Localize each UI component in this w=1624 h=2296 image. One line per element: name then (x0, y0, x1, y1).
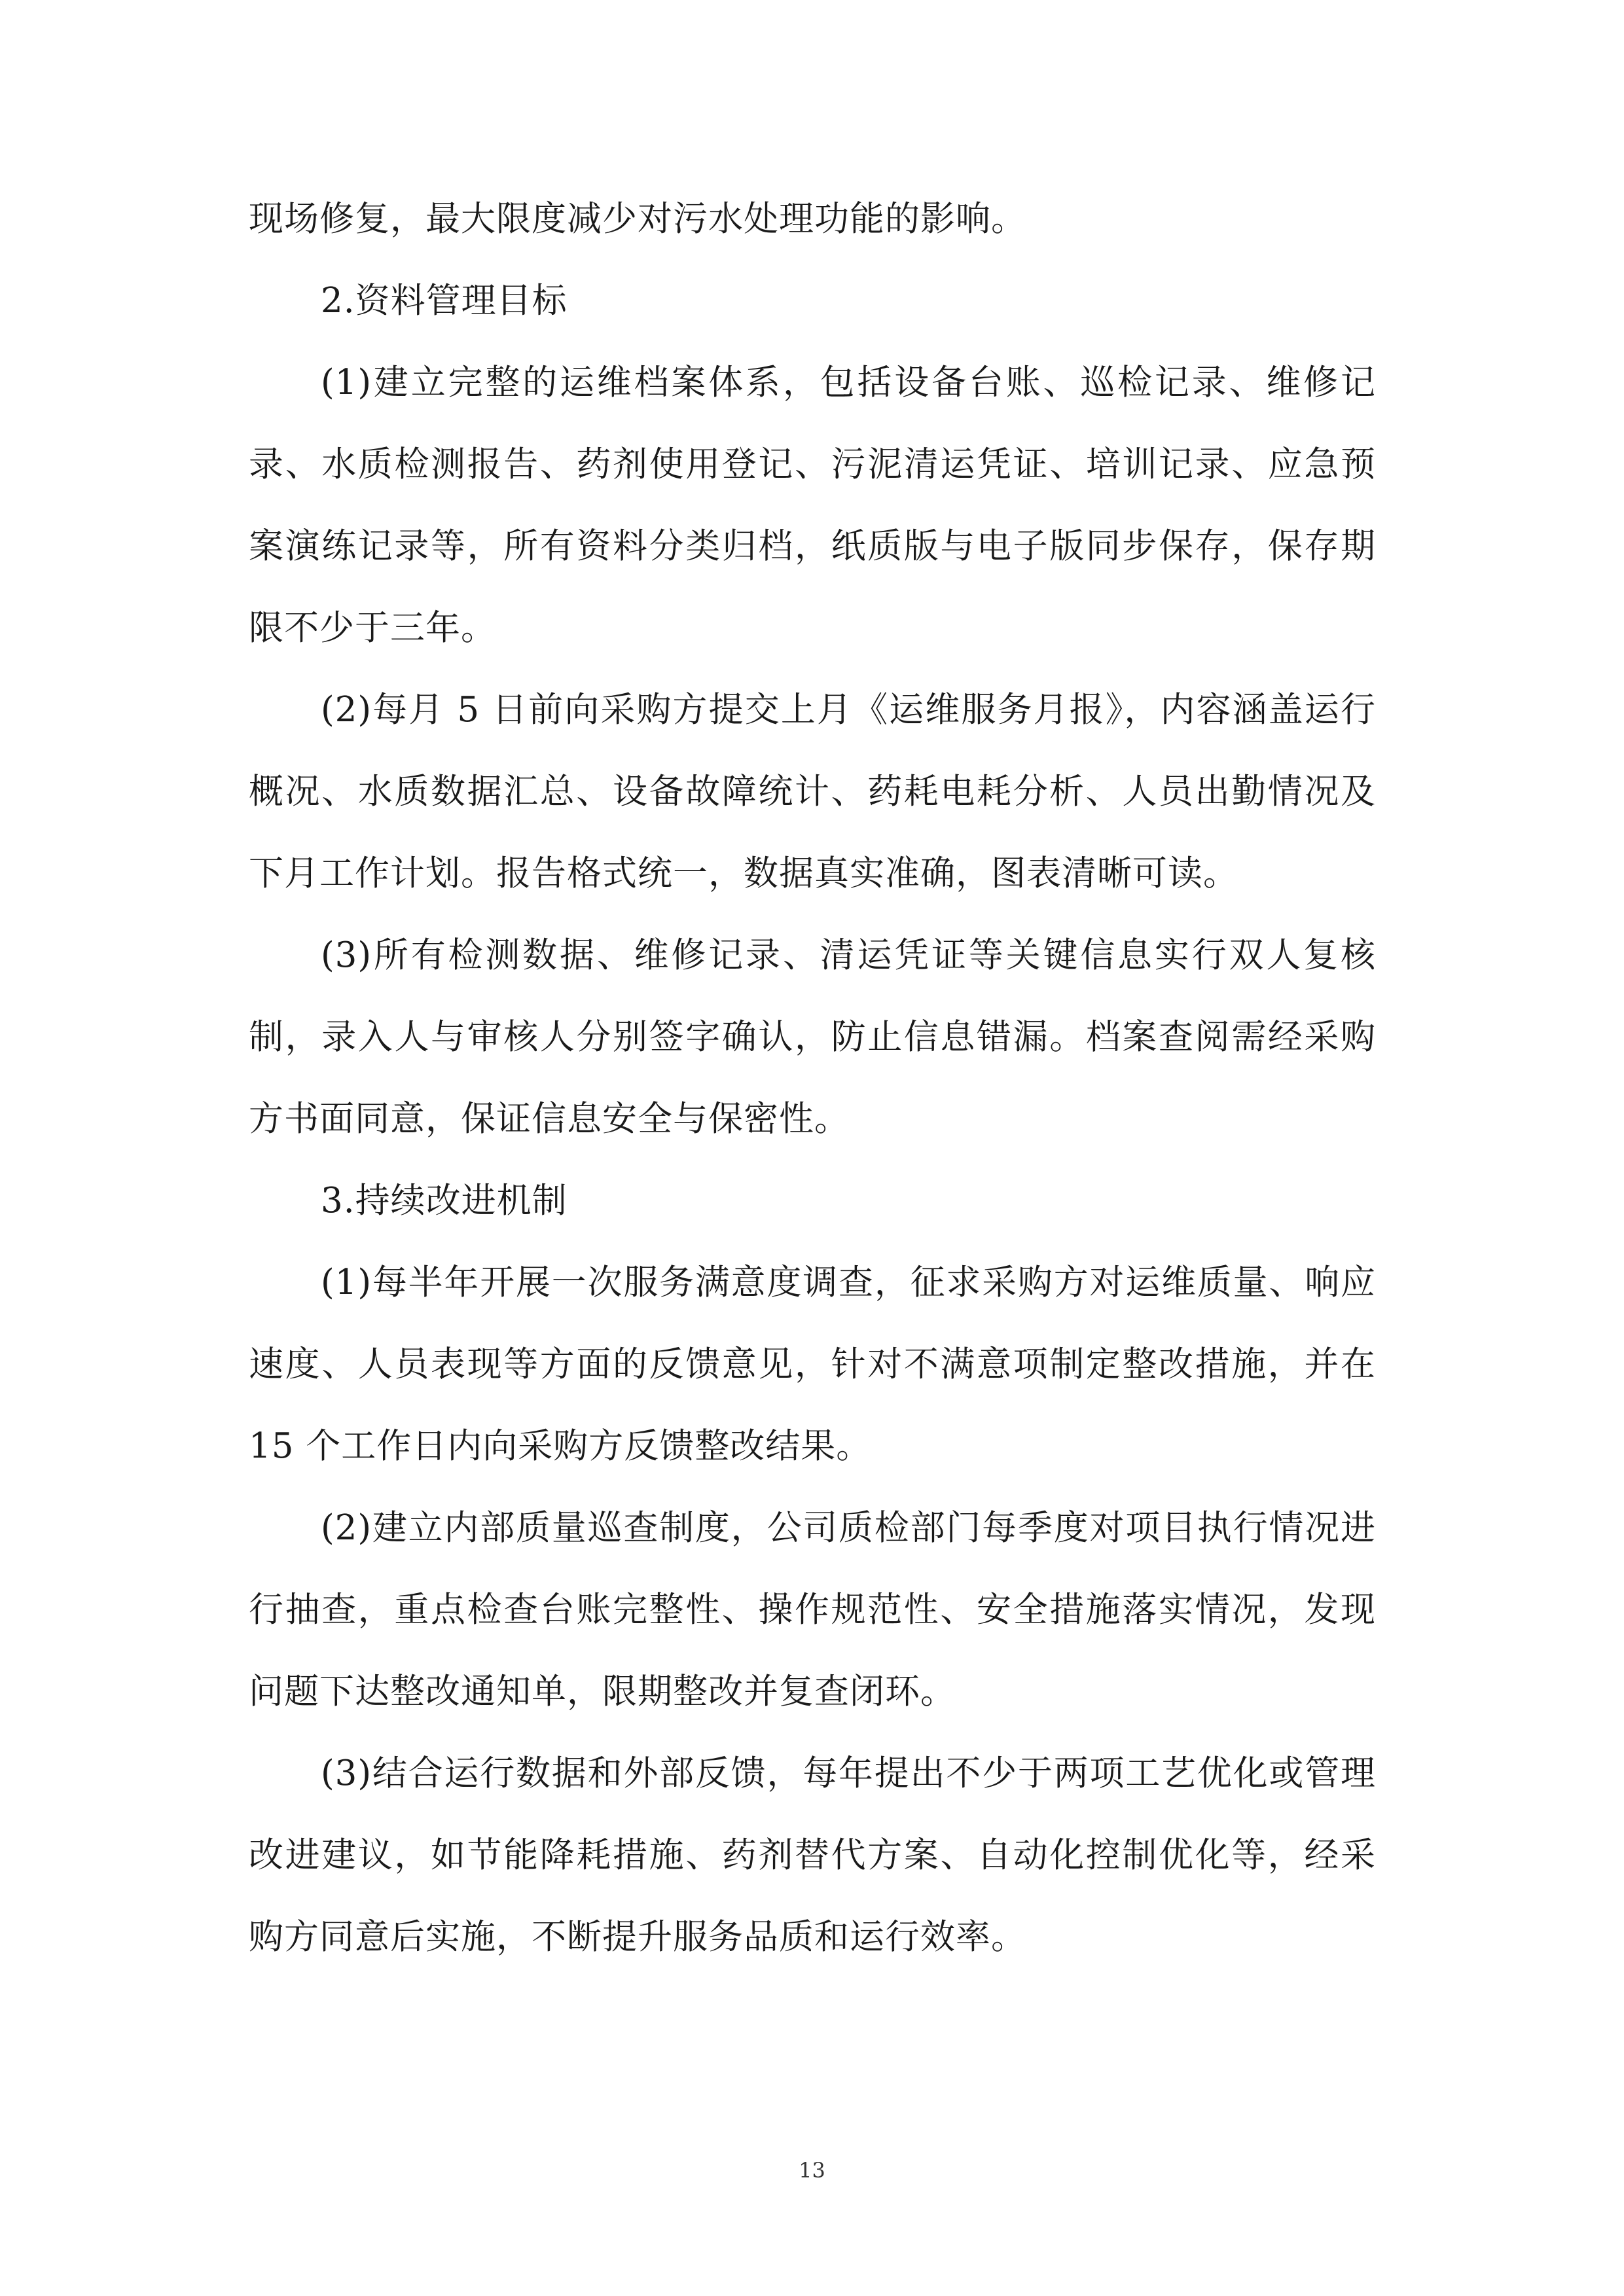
paragraph-quality-inspection: (2)建立内部质量巡查制度，公司质检部门每季度对项目执行情况进行抽查，重点检查台账完整性、操作规范性、安全措施落实情况，发现问题下达整改通知单，限期整改并复查闭环。 (249, 1508, 1376, 1712)
section-heading-data-management: 2.资料管理目标 (321, 281, 568, 321)
body-text (249, 178, 1376, 1978)
page-number: 13 (799, 2158, 825, 2183)
paragraph-monthly-report: (2)每月 5 日前向采购方提交上月《运维服务月报》，内容涵盖运行概况、水质数据汇总、设备故障统计、药耗电耗分析、人员出勤情况及下月工作计划。报告格式统一，数据真实准确，图表清晰可读。 (249, 690, 1376, 893)
paragraph-continuation: 现场修复，最大限度减少对污水处理功能的影响。 (249, 199, 1026, 239)
paragraph-archive-system: (1)建立完整的运维档案体系，包括设备台账、巡检记录、维修记录、水质检测报告、药剂使用登记、污泥清运凭证、培训记录、应急预案演练记录等，所有资料分类归档，纸质版与电子版同步保存，保存期限不少于三年。 (249, 363, 1376, 648)
section-heading-continuous-improvement: 3.持续改进机制 (321, 1181, 568, 1221)
paragraph-optimization-proposals: (3)结合运行数据和外部反馈，每年提出不少于两项工艺优化或管理改进建议，如节能降耗措施、药剂替代方案、自动化控制优化等，经采购方同意后实施，不断提升服务品质和运行效率。 (249, 1753, 1376, 1957)
paragraph-double-review: (3)所有检测数据、维修记录、清运凭证等关键信息实行双人复核制，录入人与审核人分别签字确认，防止信息错漏。档案查阅需经采购方书面同意，保证信息安全与保密性。 (249, 935, 1376, 1139)
paragraph-satisfaction-survey: (1)每半年开展一次服务满意度调查，征求采购方对运维质量、响应速度、人员表现等方面的反馈意见，针对不满意项制定整改措施，并在 15 个工作日内向采购方反馈整改结果。 (249, 1263, 1376, 1466)
